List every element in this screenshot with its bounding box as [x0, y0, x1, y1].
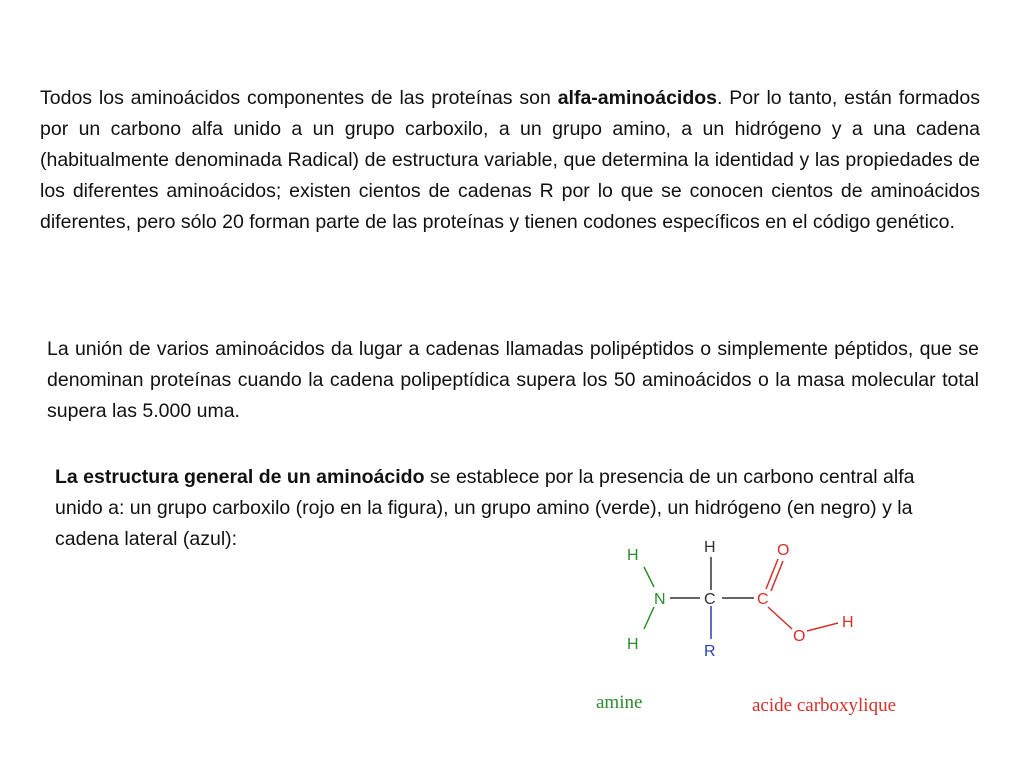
- atom-n: N: [654, 591, 666, 608]
- paragraph-amino-acids-intro: [40, 83, 980, 238]
- paragraph3-bold-term: La estructura general de un aminoácido: [55, 466, 425, 488]
- bond-o-h: [807, 623, 838, 631]
- bond-n-h-bottom: [644, 607, 654, 629]
- atom-r-side-chain: R: [704, 643, 716, 660]
- bond-n-h-top: [644, 567, 654, 587]
- atom-h-alpha: H: [704, 539, 716, 556]
- paragraph2-text: La unión de varios aminoácidos da lugar a cadenas llamadas polipéptidos o simplemente péptidos, que se denominan proteínas cuando la cadena polipeptídica supera los 50 aminoácidos o la masa molecular total supera las 5.000 uma.: [47, 338, 979, 422]
- atom-h-hydroxyl: H: [842, 614, 854, 631]
- bond-c-o-double-a: [766, 559, 778, 589]
- caption-amine: amine: [596, 692, 643, 713]
- caption-carboxylic-acid: acide carboxylique: [752, 695, 897, 716]
- paragraph3-after: se establece por la presencia de un carbono central alfa unido a: un grupo carboxilo (rojo en la figura), un grupo amino (verde), un hidrógeno (en negro) y la cadena lateral (azul):: [55, 466, 915, 550]
- atom-o-hydroxyl: O: [793, 628, 806, 645]
- paragraph-peptides: [47, 334, 979, 427]
- amino-acid-structure-diagram: [600, 535, 880, 665]
- atom-h-amine-top: H: [627, 547, 639, 564]
- paragraph1-after: . Por lo tanto, están formados por un carbono alfa unido a un grupo carboxilo, a un grupo amino, a un hidrógeno y a una cadena (habitualmente denominada Radical) de estructura variable, que determina la identidad y las propiedades de los diferentes aminoácidos; existen cientos de cadenas R por lo que se conocen cientos de aminoácidos diferentes, pero sólo 20 forman parte de las proteínas y tienen codones específicos en el código genético.: [40, 87, 980, 233]
- bond-c-o-hydroxyl: [768, 607, 792, 629]
- atom-c-alpha: C: [704, 591, 716, 608]
- atom-o-double: O: [777, 542, 790, 559]
- paragraph1-before: Todos los aminoácidos componentes de las proteínas son: [40, 87, 558, 109]
- paragraph1-bold-term: alfa-aminoácidos: [557, 87, 717, 109]
- atom-c-carboxyl: C: [757, 591, 769, 608]
- bond-c-o-double-b: [771, 561, 783, 591]
- atom-h-amine-bottom: H: [627, 636, 639, 653]
